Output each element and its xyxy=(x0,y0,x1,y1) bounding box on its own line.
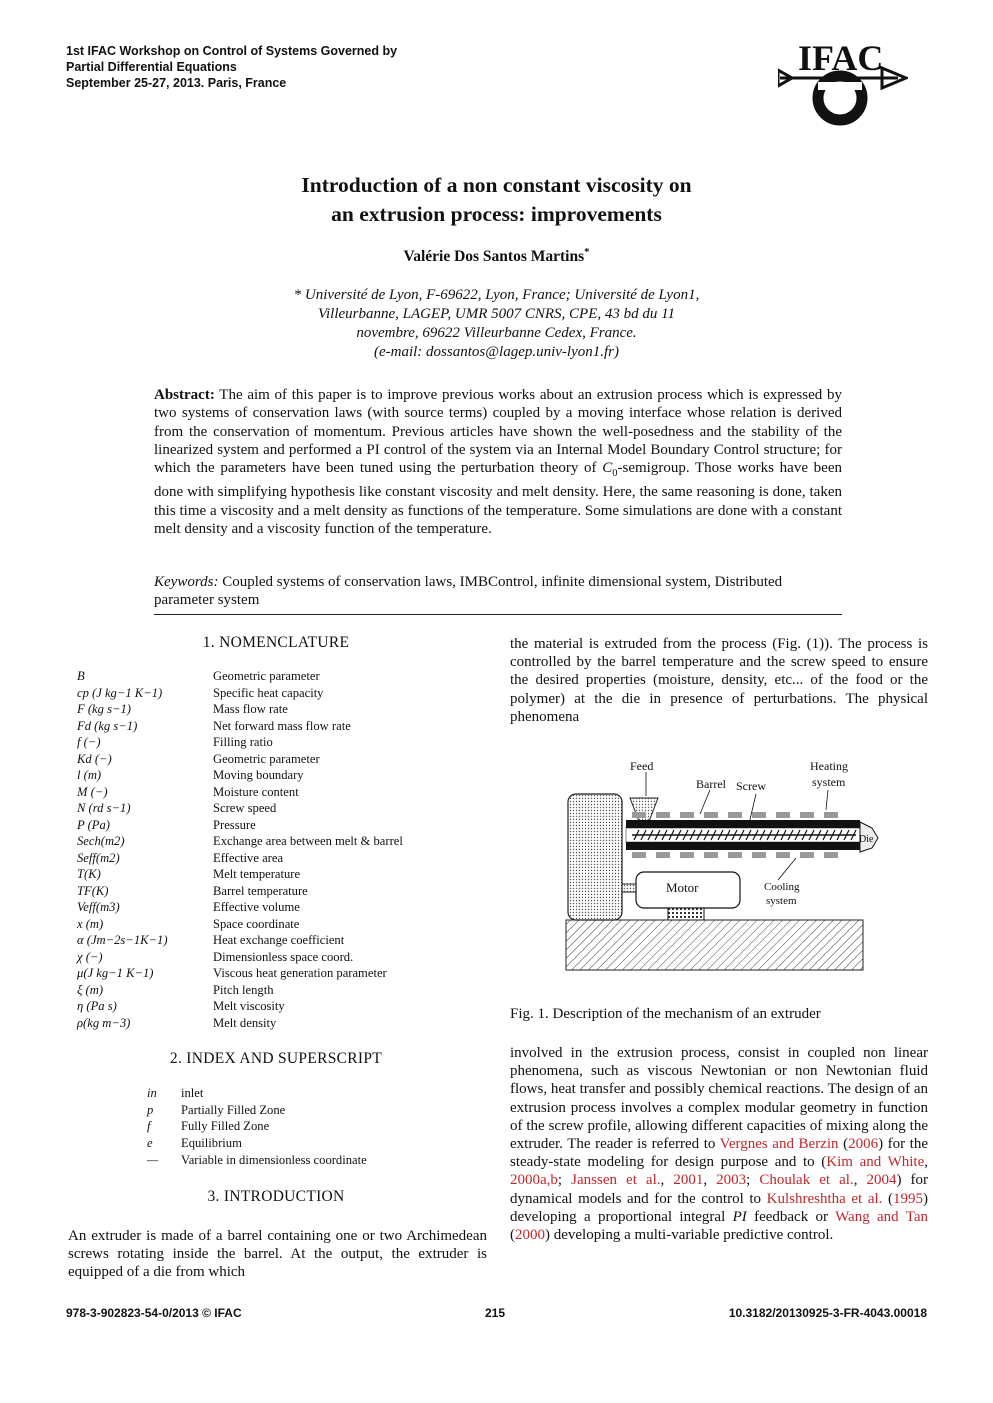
nomenclature-row-description: Pitch length xyxy=(213,982,274,997)
right-paragraph-top: the material is extruded from the process (Fig. (1)). The process is controlled by the barrel temperature and the screw speed to ensure the desired properties (moisture, density, etc... of the food or the polymer) at the die in presence of perturbations. The physical phenomena xyxy=(510,636,928,725)
footer-isbn: 978-3-902823-54-0/2013 © IFAC xyxy=(66,1306,242,1320)
keywords xyxy=(154,573,842,610)
nomenclature-row xyxy=(77,850,473,867)
index-row xyxy=(147,1135,367,1152)
nomenclature-row-symbol: Kd (−) xyxy=(77,751,112,766)
affiliation-line-3: novembre, 69622 Villeurbanne Cedex, France. xyxy=(356,325,637,341)
index-row-description: Variable in dimensionless coordinate xyxy=(181,1152,367,1167)
affiliation xyxy=(0,286,993,362)
text-run: ; xyxy=(557,1172,572,1189)
footer-doi: 10.3182/20130925-3-FR-4043.00018 xyxy=(728,1306,927,1320)
nomenclature-row-symbol: cp (J kg−1 K−1) xyxy=(77,685,163,700)
index-row-symbol: — xyxy=(147,1152,159,1167)
label-barrel: Barrel xyxy=(696,777,726,791)
text-run: ) for dynamical models and for the control to xyxy=(510,1172,929,1207)
nomenclature-row-symbol: F (kg s−1) xyxy=(77,702,131,716)
index-row-description: Fully Filled Zone xyxy=(181,1119,270,1134)
nomenclature-row xyxy=(77,668,473,685)
nomenclature-row xyxy=(77,701,473,718)
nomenclature-row xyxy=(77,767,473,784)
nomenclature-row-description: Geometric parameter xyxy=(213,669,320,683)
label-heating-1: Heating xyxy=(810,759,848,773)
text-run: feedback or xyxy=(746,1208,836,1225)
figure-caption: Fig. 1. Description of the mechanism of an extruder xyxy=(510,1006,821,1022)
nomenclature-row xyxy=(77,932,473,949)
logo-text: IFAC xyxy=(798,38,884,78)
extruder-figure xyxy=(560,752,890,974)
header-line-3: September 25-27, 2013. Paris, France xyxy=(66,76,287,90)
motor-mount xyxy=(668,908,704,920)
nomenclature-row-symbol: μ(J kg−1 K−1) xyxy=(77,966,154,980)
nomenclature-row-description: Dimensionless space coord. xyxy=(213,949,354,964)
index-row xyxy=(147,1118,367,1135)
abstract-c0-sub: 0 xyxy=(612,468,618,480)
nomenclature-row-description: Specific heat capacity xyxy=(213,685,324,700)
ifac-logo xyxy=(778,38,908,130)
text-run: ( xyxy=(882,1190,894,1207)
nomenclature-row-description: Exchange area between melt & barrel xyxy=(213,834,403,848)
index-row xyxy=(147,1102,367,1119)
base-block xyxy=(566,920,863,970)
nomenclature-row-symbol: TF(K) xyxy=(77,883,109,898)
author xyxy=(0,246,993,266)
nomenclature-row xyxy=(77,817,473,834)
paper-title xyxy=(0,171,993,229)
nomenclature-row-description: Effective area xyxy=(213,850,284,865)
nomenclature-row xyxy=(77,916,473,933)
nomenclature-row-description: Melt temperature xyxy=(213,867,301,881)
page-number: 215 xyxy=(485,1306,506,1320)
nomenclature-row-symbol: ρ(kg m−3) xyxy=(77,1015,131,1030)
title-line-2: an extrusion process: improvements xyxy=(331,202,662,226)
affiliation-line-4: (e-mail: dossantos@lagep.univ-lyon1.fr) xyxy=(373,344,619,360)
citation-janssen[interactable]: Janssen et al. xyxy=(571,1172,661,1189)
nomenclature-row-symbol: T(K) xyxy=(77,867,101,881)
label-screw: Screw xyxy=(736,779,766,793)
index-row-description: Equilibrium xyxy=(181,1136,242,1151)
index-row-description: inlet xyxy=(181,1086,204,1100)
label-cooling-2: system xyxy=(766,895,797,907)
citation-2004[interactable]: 2004 xyxy=(866,1172,897,1189)
nomenclature-row xyxy=(77,784,473,801)
nomenclature-row-symbol: η (Pa s) xyxy=(77,999,117,1013)
nomenclature-row xyxy=(77,685,473,702)
nomenclature-list xyxy=(77,668,473,1031)
citation-2006[interactable]: 2006 xyxy=(848,1136,879,1153)
index-row-symbol: p xyxy=(147,1102,154,1117)
keywords-label: Keywords: xyxy=(154,574,219,590)
index-row-symbol: e xyxy=(147,1136,153,1151)
nomenclature-row-description: Effective volume xyxy=(213,900,300,914)
text-run: , xyxy=(703,1172,717,1189)
nomenclature-row xyxy=(77,718,473,735)
nomenclature-row-symbol: Seff(m2) xyxy=(77,850,120,865)
gearbox-housing xyxy=(568,794,622,920)
nomenclature-row xyxy=(77,751,473,768)
nomenclature-row xyxy=(77,883,473,900)
nomenclature-row xyxy=(77,965,473,982)
nomenclature-row xyxy=(77,800,473,817)
text-run: , xyxy=(924,1154,928,1171)
heating-blocks-top xyxy=(632,812,838,818)
nomenclature-row xyxy=(77,734,473,751)
nomenclature-row xyxy=(77,899,473,916)
text-run: , xyxy=(660,1172,674,1189)
nomenclature-row-description: Heat exchange coefficient xyxy=(213,933,345,947)
text-run: ( xyxy=(510,1227,515,1244)
citation-kim-white[interactable]: Kim and White xyxy=(826,1154,925,1171)
abstract-text-a: The aim of this paper is to improve previous works about an extrusion process which is expressed by two systems of conservation laws (with source terms) coupled by a moving interface whose relation is derived from the conservation of momentum. Previous articles have shown the well-posedness and the stability of the linearized system and performed a PI control of the system via an Internal Model Boundary Control structure; for which the parameters have been tuned using the perturbation theory of xyxy=(154,387,842,477)
nomenclature-row-symbol: x (m) xyxy=(77,916,104,931)
nomenclature-row-description: Melt viscosity xyxy=(213,999,285,1013)
abstract-text-b: -semigroup. Those works have been done with simplifying hypothesis like constant viscosity and melt density. Here, the same reasoning is done, taken this time a viscosity and a melt density as functions of the temperature. Some simulations are done with a constant melt density and a viscosity function of the temperature. xyxy=(154,460,842,538)
conference-header xyxy=(66,43,397,91)
nomenclature-row-symbol: l (m) xyxy=(77,768,102,782)
keywords-text: Coupled systems of conservation laws, IMBControl, infinite dimensional system, Distributed parameter system xyxy=(154,574,783,609)
index-row xyxy=(147,1152,367,1169)
citation-2000[interactable]: 2000 xyxy=(515,1227,545,1244)
nomenclature-row-symbol: M (−) xyxy=(77,784,108,799)
citation-2000ab[interactable]: 2000a,b xyxy=(510,1172,558,1189)
nomenclature-row-description: Moving boundary xyxy=(213,768,304,782)
heating-blocks-bottom xyxy=(632,852,838,858)
nomenclature-row-symbol: B xyxy=(77,669,85,683)
text-run: ) for the steady-state modeling for design purpose and to ( xyxy=(510,1136,929,1171)
citation-2003[interactable]: 2003 xyxy=(716,1172,747,1189)
nomenclature-row-description: Moisture content xyxy=(213,784,299,799)
nomenclature-row-description: Pressure xyxy=(213,817,256,832)
text-run: ; xyxy=(746,1172,760,1189)
section-introduction: 3. INTRODUCTION xyxy=(207,1188,345,1205)
nomenclature-row xyxy=(77,866,473,883)
index-row-description: Partially Filled Zone xyxy=(181,1102,286,1117)
citation-choulak[interactable]: Choulak et al. xyxy=(759,1172,854,1189)
author-mark: * xyxy=(584,246,590,258)
citation-2001[interactable]: 2001 xyxy=(673,1172,704,1189)
nomenclature-row-description: Melt density xyxy=(213,1015,277,1030)
nomenclature-row-description: Filling ratio xyxy=(213,735,273,749)
label-die: Die xyxy=(859,834,874,845)
text-run: involved in the extrusion process, consist in coupled non linear phenomena, such as viscous Newtonian or non Newtonian fluid flows, heat transfer and possibly chemical reactions. The design of an extrusion process involves a complex modular geometry in function of the screw profile, allowing different capacities of mixing along the extruder. The reader is referred to xyxy=(510,1045,928,1153)
text-run: ) developing a proportional integral xyxy=(510,1190,929,1225)
header-line-2: Partial Differential Equations xyxy=(66,60,237,74)
affiliation-line-1: * Université de Lyon, F-69622, Lyon, France; Université de Lyon1, xyxy=(293,287,700,303)
nomenclature-row xyxy=(77,1015,473,1032)
label-cooling-1: Cooling xyxy=(764,881,800,893)
abstract-c0: C xyxy=(602,460,613,477)
nomenclature-row xyxy=(77,833,473,850)
abstract-label: Abstract: xyxy=(154,387,215,403)
label-feed: Feed xyxy=(630,759,654,773)
barrel-top xyxy=(626,820,860,828)
text-run: ) developing a multi-variable predictive control. xyxy=(545,1227,834,1244)
abstract xyxy=(154,386,842,538)
nomenclature-row-symbol: α (Jm−2s−1K−1) xyxy=(77,933,168,947)
header-line-1: 1st IFAC Workshop on Control of Systems Governed by xyxy=(66,44,398,58)
nomenclature-row-description: Screw speed xyxy=(213,801,277,815)
nomenclature-row-symbol: ξ (m) xyxy=(77,982,104,997)
affiliation-line-2: Villeurbanne, LAGEP, UMR 5007 CNRS, CPE, 43 bd du 11 xyxy=(317,306,676,322)
nomenclature-row-symbol: P (Pa) xyxy=(77,817,110,832)
label-motor: Motor xyxy=(666,880,699,895)
nomenclature-row-symbol: Veff(m3) xyxy=(77,900,120,914)
index-row-symbol: in xyxy=(147,1086,157,1100)
nomenclature-row-symbol: N (rd s−1) xyxy=(77,801,131,815)
nomenclature-row-description: Space coordinate xyxy=(213,916,300,931)
title-line-1: Introduction of a non constant viscosity on xyxy=(301,173,692,197)
nomenclature-row-symbol: χ (−) xyxy=(77,949,103,964)
nomenclature-row-symbol: f (−) xyxy=(77,735,101,749)
citation-vergnes-berzin[interactable]: Vergnes and Berzin xyxy=(719,1136,839,1153)
right-paragraph-bottom xyxy=(510,1044,928,1244)
nomenclature-row xyxy=(77,949,473,966)
nomenclature-row-description: Barrel temperature xyxy=(213,883,308,898)
nomenclature-row-description: Viscous heat generation parameter xyxy=(213,966,387,980)
citation-wang-tan[interactable]: Wang and Tan xyxy=(835,1208,928,1225)
index-list xyxy=(147,1085,367,1169)
index-row xyxy=(147,1085,367,1102)
author-name: Valérie Dos Santos Martins xyxy=(403,248,585,266)
pi-symbol: PI xyxy=(732,1208,747,1225)
citation-1995[interactable]: 1995 xyxy=(893,1190,924,1207)
section-index: 2. INDEX AND SUPERSCRIPT xyxy=(169,1050,383,1067)
nomenclature-row-description: Net forward mass flow rate xyxy=(213,718,351,733)
index-row-symbol: f xyxy=(147,1119,151,1134)
section-nomenclature: 1. NOMENCLATURE xyxy=(202,634,350,651)
abstract-rule xyxy=(154,614,842,615)
intro-paragraph: An extruder is made of a barrel containing one or two Archimedean screws rotating inside the barrel. At the output, the extruder is equipped of a die from which xyxy=(68,1228,487,1281)
nomenclature-row-symbol: Fd (kg s−1) xyxy=(77,718,138,733)
nomenclature-row xyxy=(77,998,473,1015)
nomenclature-row-description: Mass flow rate xyxy=(213,702,288,716)
text-run: ( xyxy=(838,1136,849,1153)
text-run: , xyxy=(853,1172,867,1189)
barrel-bottom xyxy=(626,842,860,850)
nomenclature-row-description: Geometric parameter xyxy=(213,751,320,766)
citation-kulshreshtha[interactable]: Kulshreshtha et al. xyxy=(766,1190,883,1207)
nomenclature-row xyxy=(77,982,473,999)
label-heating-2: system xyxy=(812,775,846,789)
nomenclature-row-symbol: Sech(m2) xyxy=(77,834,125,848)
